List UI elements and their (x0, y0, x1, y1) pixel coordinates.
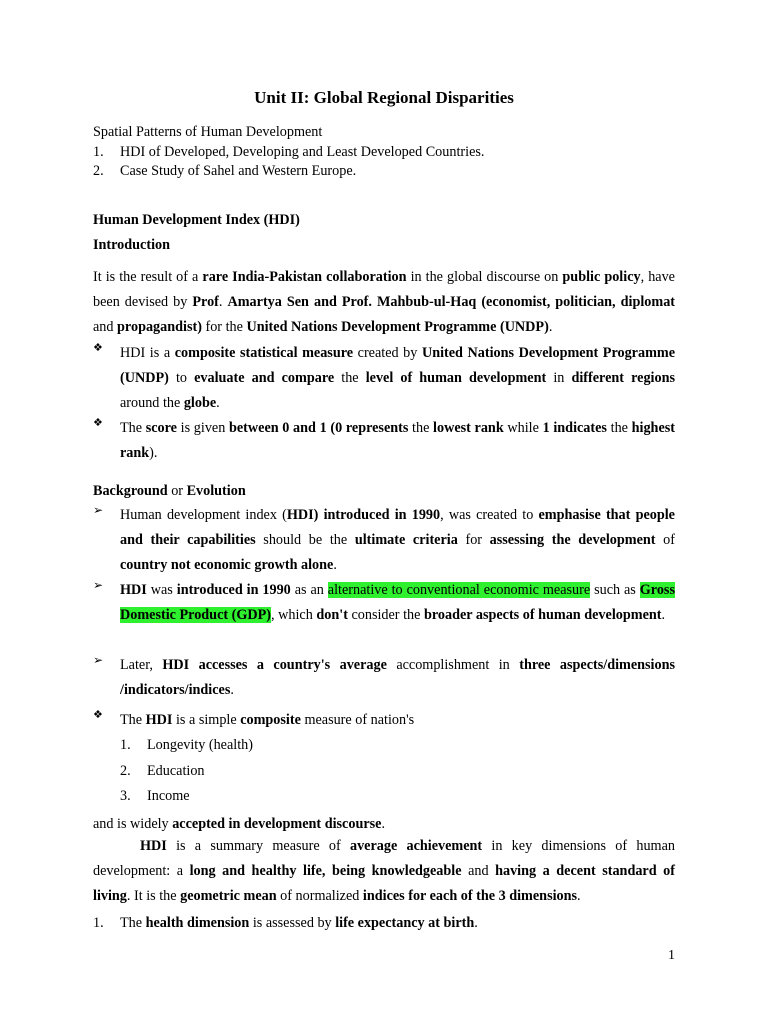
list-item: ❖ The score is given between 0 and 1 (0 represents the lowest rank while 1 indicates the highest rank). (93, 416, 675, 462)
list-item: ❖ HDI is a composite statistical measure created by United Nations Development Programme (UNDP) to evaluate and compare the level of human development in different regions around the globe. (93, 341, 676, 412)
list-item: 3. Income (120, 788, 190, 804)
diamond-bullet-icon: ❖ (93, 416, 103, 429)
summary-paragraph: HDI is a summary measure of average achievement in key dimensions of human development: a long and healthy life, being knowledgeable and having a decent standard of living. It is the geometric mean of normalized indices for each of the 3 dimensions. (93, 838, 675, 905)
list-item: ❖ The HDI is a simple composite measure of nation's (93, 708, 415, 728)
page-title: Unit II: Global Regional Disparities (254, 88, 514, 107)
list-item: ➢ Human development index (HDI) introduced in 1990, was created to emphasise that people and their capabilities should be the ultimate criteria for assessing the development of country not economic growth alone. (93, 503, 676, 574)
background-heading: Background or Evolution (93, 483, 246, 499)
highlighted-text: Gross Domestic Product (GDP) (120, 582, 675, 624)
arrow-bullet-icon: ➢ (93, 653, 104, 667)
list-item: 1. Longevity (health) (120, 737, 253, 753)
list-item: 2. Education (120, 763, 205, 779)
list-item: ➢ Later, HDI accesses a country's average accomplishment in three aspects/dimensions /indicators/indices. (93, 653, 676, 699)
diamond-bullet-icon: ❖ (93, 708, 103, 721)
hdi-heading: Human Development Index (HDI) (93, 212, 300, 228)
highlighted-text: alternative to conventional economic measure (327, 582, 591, 598)
list-item: 2. Case Study of Sahel and Western Europe. (93, 163, 357, 179)
introduction-heading: Introduction (93, 237, 170, 253)
intro-paragraph: It is the result of a rare India-Pakistan collaboration in the global discourse on public policy, have been devised by Prof. Amartya Sen and Prof. Mahbub-ul-Haq (economist, politician, diplomat and propagandist) for the United Nations Development Programme (UNDP). (93, 269, 676, 336)
section-subtitle: Spatial Patterns of Human Development (93, 124, 323, 140)
list-item: ➢ HDI was introduced in 1990 as an alternative to conventional economic measure such as Gross Domestic Product (GDP), which don't consider the broader aspects of human development. (93, 578, 675, 624)
page-number: 1 (668, 948, 675, 963)
diamond-bullet-icon: ❖ (93, 341, 103, 354)
arrow-bullet-icon: ➢ (93, 503, 104, 517)
list-item: 1. HDI of Developed, Developing and Least Developed Countries. (93, 144, 485, 160)
list-item: 1. The health dimension is assessed by life expectancy at birth. (93, 915, 478, 931)
arrow-bullet-icon: ➢ (93, 578, 104, 592)
accepted-line: and is widely accepted in development discourse. (93, 816, 385, 832)
